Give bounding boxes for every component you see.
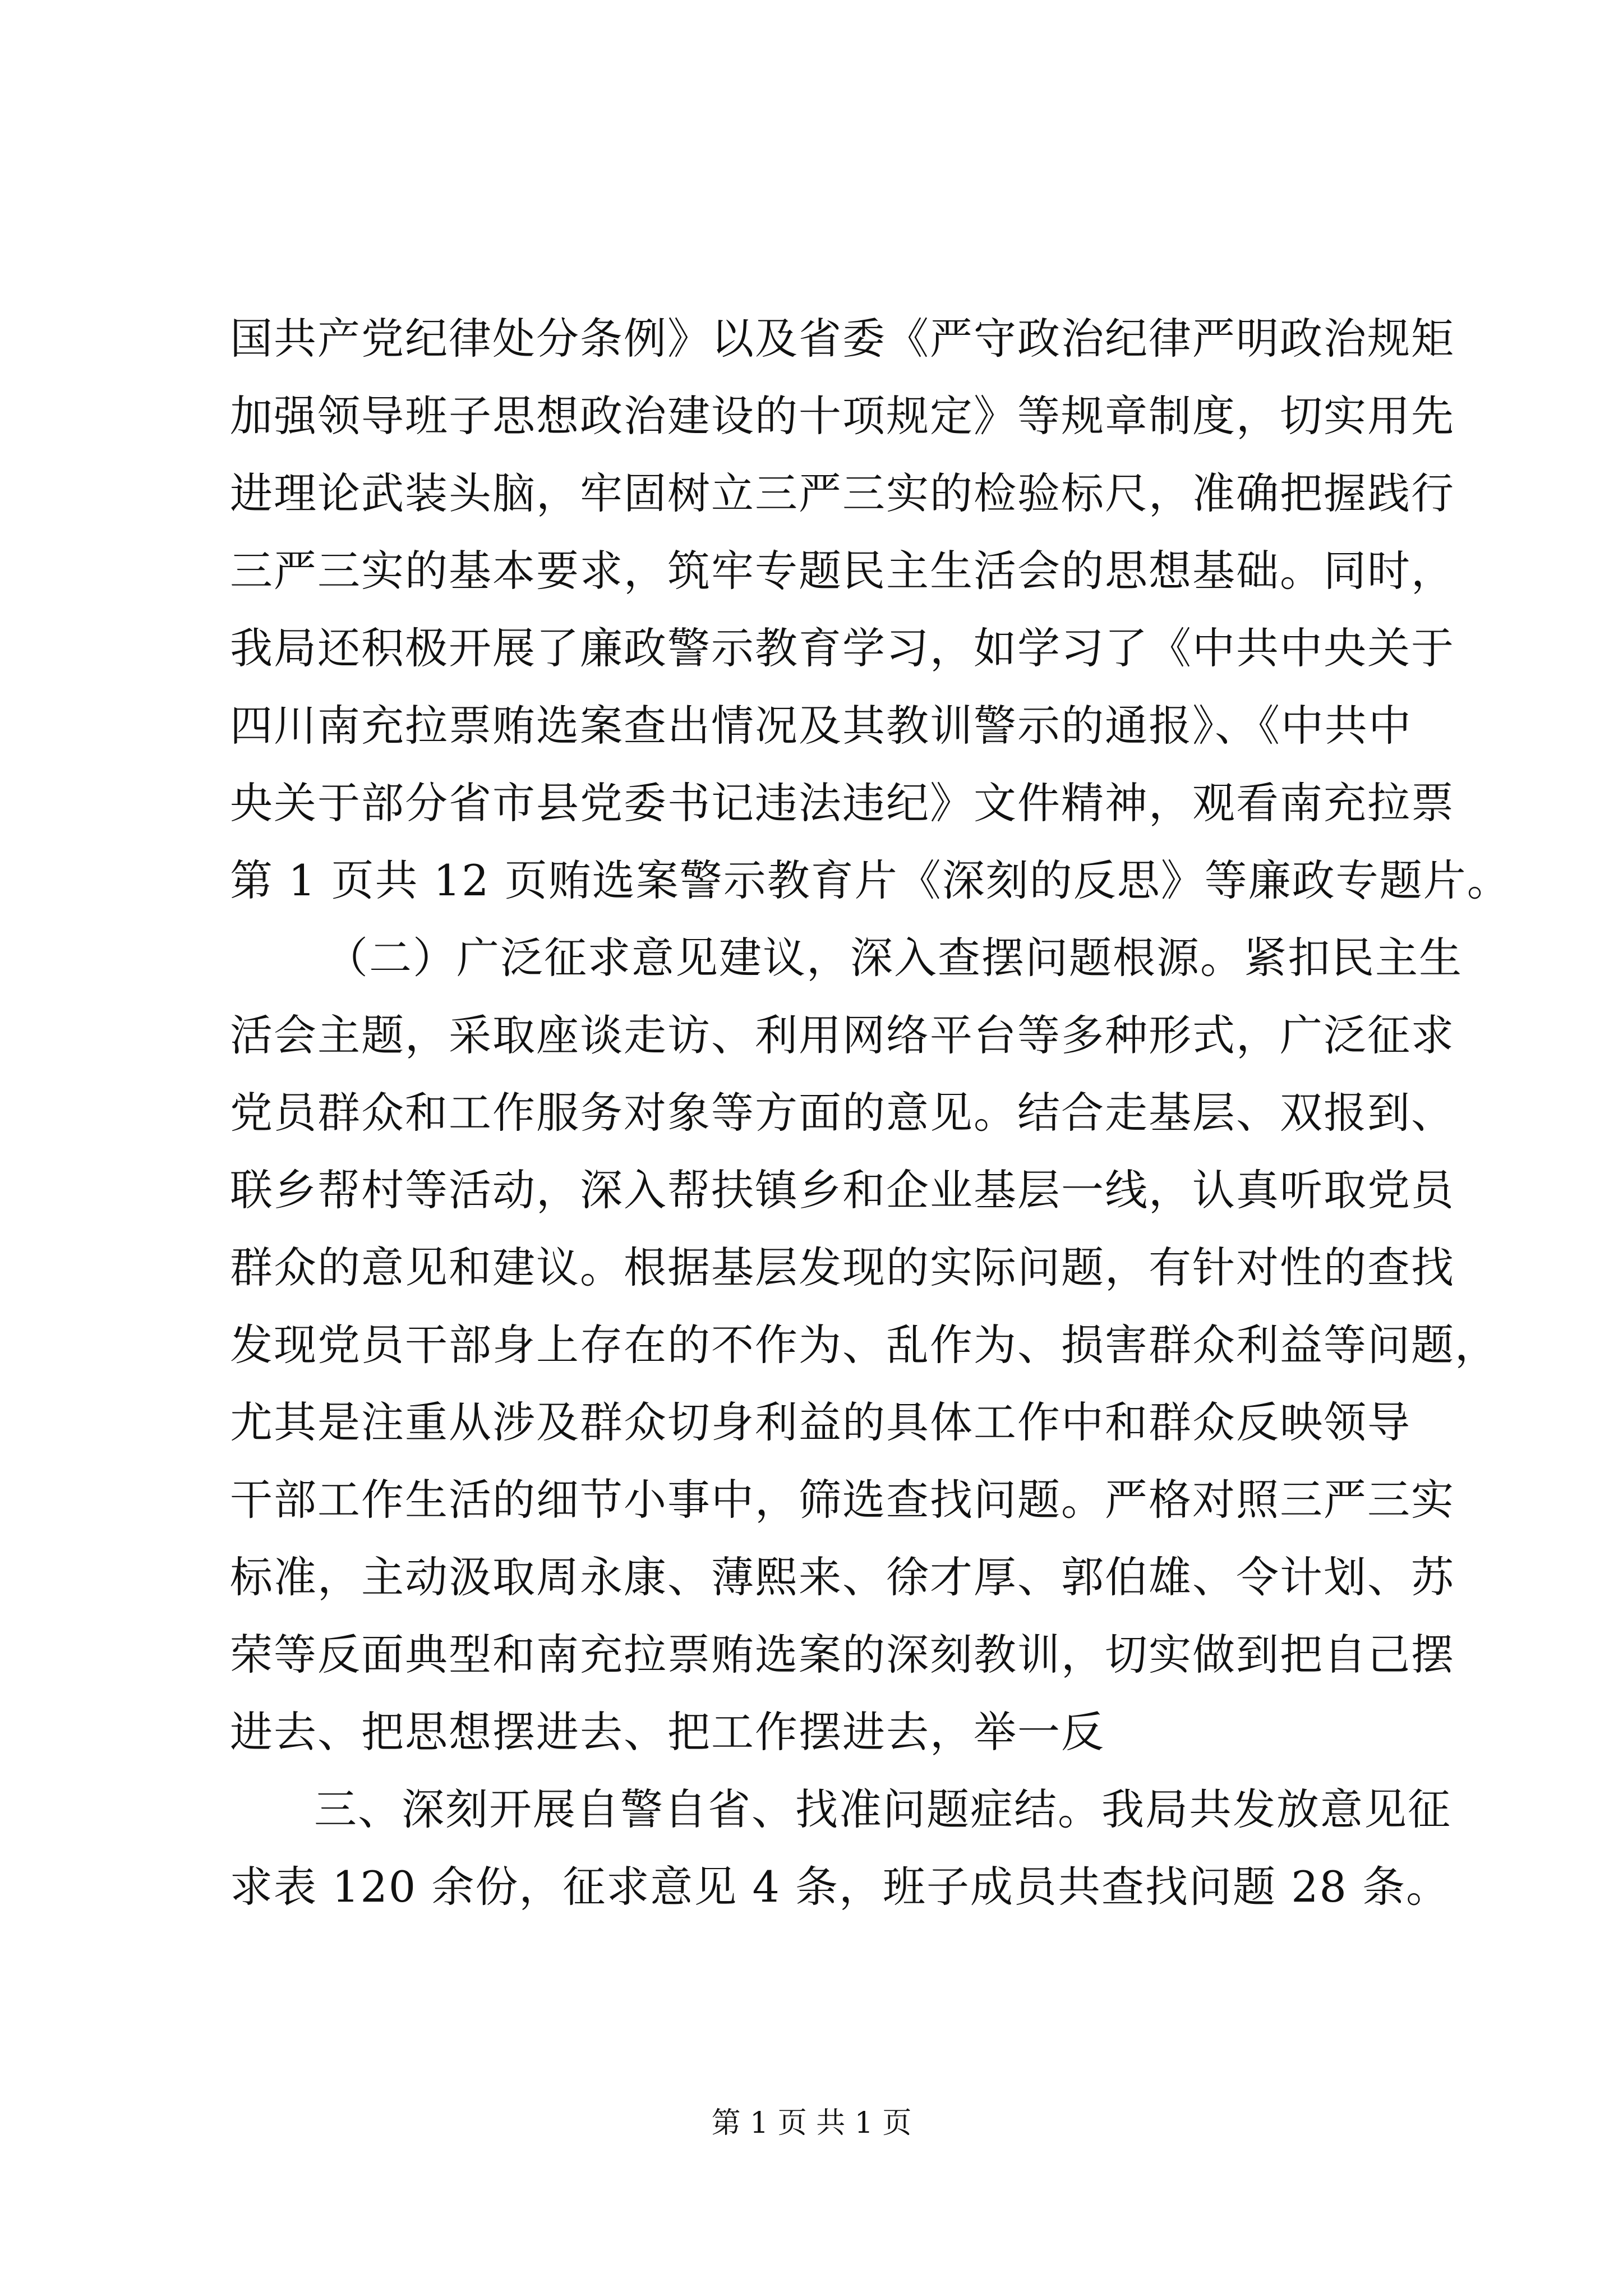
text-line: 我局还积极开展了廉政警示教育学习，如学习了《中共中央关于: [230, 623, 1455, 673]
text-line: 三严三实的基本要求，筑牢专题民主生活会的思想基础。同时，: [230, 546, 1455, 596]
text-line: 加强领导班子思想政治建设的十项规定》等规章制度，切实用先: [230, 391, 1455, 441]
text-line: 活会主题，采取座谈走访、利用网络平台等多种形式，广泛征求: [230, 1010, 1455, 1060]
text-line: 四川南充拉票贿选案查出情况及其教训警示的通报》、《中共中: [230, 701, 1412, 751]
text-line: 干部工作生活的细节小事中，筛选查找问题。严格对照三严三实: [230, 1475, 1455, 1525]
text-line: 第 1 页共 12 页贿选案警示教育片《深刻的反思》等廉政专题片。: [230, 855, 1511, 905]
text-line: 联乡帮村等活动，深入帮扶镇乡和企业基层一线，认真听取党员: [230, 1165, 1455, 1215]
text-line: 标准，主动汲取周永康、薄熙来、徐才厚、郭伯雄、令计划、苏: [230, 1552, 1455, 1602]
text-line: 发现党员干部身上存在的不作为、乱作为、损害群众利益等问题，: [230, 1320, 1498, 1370]
page-number-label: 第 1 页 共 1 页: [711, 2106, 912, 2140]
text-line: 国共产党纪律处分条例》以及省委《严守政治纪律严明政治规矩: [230, 314, 1455, 364]
text-line: 央关于部分省市县党委书记违法违纪》文件精神，观看南充拉票: [230, 778, 1455, 828]
document-body: [230, 300, 1511, 1926]
text-line: 荣等反面典型和南充拉票贿选案的深刻教训，切实做到把自己摆: [230, 1630, 1455, 1680]
paragraph-start-line: 三、深刻开展自警自省、找准问题症结。我局共发放意见征: [314, 1784, 1451, 1834]
text-line: 进理论武装头脑，牢固树立三严三实的检验标尺，准确把握践行: [230, 468, 1455, 518]
page-footer: [0, 2101, 1623, 2146]
text-line: 尤其是注重从涉及群众切身利益的具体工作中和群众反映领导: [230, 1397, 1411, 1447]
text-line: 进去、把思想摆进去、把工作摆进去，举一反: [230, 1707, 1105, 1757]
text-line: 求表 120 余份，征求意见 4 条，班子成员共查找问题 28 条。: [230, 1862, 1450, 1912]
text-line: 党员群众和工作服务对象等方面的意见。结合走基层、双报到、: [230, 1088, 1455, 1138]
paragraph-start-line: （二）广泛征求意见建议，深入查摆问题根源。紧扣民主生: [325, 933, 1463, 983]
text-line: 群众的意见和建议。根据基层发现的实际问题，有针对性的查找: [230, 1243, 1455, 1292]
